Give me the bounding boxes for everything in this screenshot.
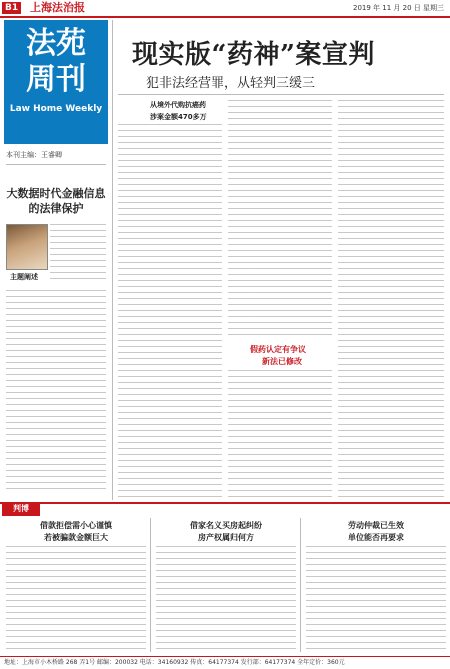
article-column-2b	[228, 370, 332, 498]
headline-divider	[118, 94, 444, 95]
masthead-title: 法苑周刊	[26, 26, 86, 97]
bottom-item-3-title: 劳动仲裁已生效	[348, 521, 404, 530]
bottom-item-2-title: 借家名义买房起纠纷	[190, 521, 262, 530]
sidebar-intro-text	[50, 224, 106, 284]
bottom-divider-2	[300, 518, 301, 652]
bottom-item-1-text	[6, 546, 146, 652]
bottom-item-2-sub: 房产权属归何方	[198, 533, 254, 542]
masthead-divider	[6, 164, 106, 165]
article-column-1	[118, 124, 222, 498]
page-tag: B1	[2, 2, 21, 14]
redhead-2: 新法已修改	[262, 357, 302, 366]
bottom-band-label: 判博	[2, 502, 40, 516]
bottom-item-3-sub: 单位能否再要求	[348, 533, 404, 542]
sidebar-title: 大数据时代金融信息的法律保护	[6, 187, 106, 215]
redhead-1: 假药认定有争议	[250, 345, 306, 354]
bottom-item-2-text	[156, 546, 296, 652]
bottom-section-band	[0, 502, 450, 516]
sidebar-body-text	[6, 290, 106, 490]
masthead-english: Law Home Weekly	[9, 104, 103, 114]
bottom-item-1-sub: 若被骗款金额巨大	[44, 533, 108, 542]
masthead-block	[4, 20, 108, 144]
sidebar-author: 主题阐述	[10, 273, 38, 281]
paper-name: 上海法治报	[30, 1, 85, 14]
article-column-2	[228, 100, 332, 340]
date-line: 2019 年 11 月 20 日 星期三	[353, 4, 444, 12]
article-column-3	[338, 100, 444, 498]
bottom-item-3-text	[306, 546, 446, 652]
author-photo	[6, 224, 48, 270]
main-subhead: 犯非法经营罪，从轻判三缓三	[146, 76, 316, 91]
kicker-2: 涉案金额470多万	[150, 113, 207, 121]
main-headline: 现实版“药神”案宣判	[132, 40, 375, 70]
page-footer: 地址：上海市小木桥路 268 弄1号 邮编：200032 电话：34160932 传真：64177374 发行部：64177374 全年定价：360元	[0, 656, 450, 668]
bottom-divider-1	[150, 518, 151, 652]
kicker-1: 从境外代购抗癌药	[150, 101, 206, 109]
bottom-item-1-title: 借款拒偿需小心谨慎	[40, 521, 112, 530]
masthead-editor: 本刊主编：王睿卿	[6, 151, 62, 159]
sidebar-divider	[112, 20, 113, 500]
